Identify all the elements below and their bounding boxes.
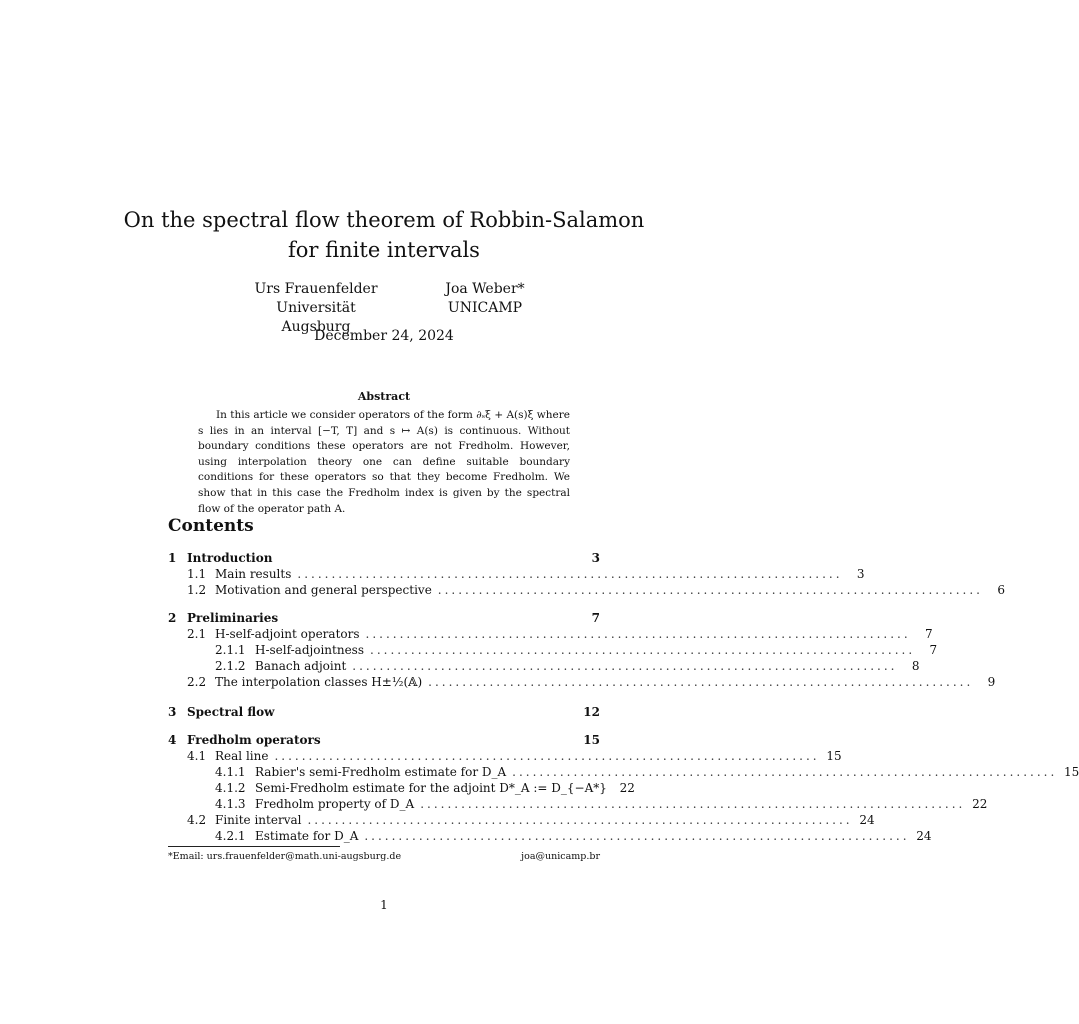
toc-leader-dots: ................................................................................: [365, 627, 911, 641]
toc-page: 3: [591, 551, 600, 565]
toc-number: 4.1: [187, 749, 207, 763]
abstract-text: In this article we consider operators of the form ∂ₛξ + A(s)ξ where s lies in an interval [−T, T] and s ↦ A(s) is continuous. Without boundary conditions these operators are not Fredholm. However, using interpolation theory one can define suitable boundary conditions for these operators so that they become Fredholm. We show that in this case the Fredholm index is given by the spectral flow of the operator path A.: [198, 409, 570, 515]
toc-label: The interpolation classes H±½(𝔸): [215, 675, 423, 689]
toc-leader-dots: ................................................................................: [307, 813, 853, 827]
toc-page: 12: [583, 705, 600, 719]
author-affiliation: Universität Augsburg: [276, 300, 356, 335]
toc-entry[interactable]: [168, 610, 600, 626]
toc-label: Finite interval: [215, 813, 302, 827]
toc-label: Motivation and general perspective: [215, 583, 432, 597]
toc-leader-dots: ................................................................................: [420, 797, 966, 811]
toc-label: Estimate for D_A: [255, 829, 359, 843]
paper-title-line2: for finite intervals: [288, 238, 480, 262]
toc-entry[interactable]: [168, 780, 635, 796]
toc-entry[interactable]: [168, 828, 932, 844]
toc-leader-dots: ................................................................................: [364, 829, 910, 843]
toc-label: Preliminaries: [187, 611, 279, 625]
toc-entry[interactable]: [168, 674, 996, 690]
toc-page: 15: [583, 733, 600, 747]
toc-label: Rabier's semi-Fredholm estimate for D_A: [255, 765, 507, 779]
toc-entry[interactable]: [168, 626, 933, 642]
toc-entry[interactable]: [168, 658, 920, 674]
toc-page: 15: [1064, 765, 1079, 779]
toc-entry[interactable]: [168, 550, 600, 566]
toc-leader-dots: ................................................................................: [370, 643, 916, 657]
toc-number: 4.2.1: [215, 829, 246, 843]
toc-number: 1: [168, 551, 177, 565]
toc-number: 4.2: [187, 813, 207, 827]
toc-number: 1.1: [187, 567, 207, 581]
toc-entry[interactable]: [168, 582, 1005, 598]
paper-title-line1: On the spectral flow theorem of Robbin-Salamon: [123, 208, 645, 232]
toc-number: 2.1.1: [215, 643, 246, 657]
toc-label: Introduction: [187, 551, 273, 565]
toc-page: 6: [997, 583, 1005, 597]
toc-label: H-self-adjointness: [255, 643, 365, 657]
toc-number: 2: [168, 611, 177, 625]
toc-entry[interactable]: [168, 812, 875, 828]
author-name: Joa Weber*: [445, 281, 525, 297]
toc-number: 4.1.3: [215, 797, 246, 811]
toc-leader-dots: ................................................................................: [274, 749, 820, 763]
footnote: [168, 851, 600, 862]
toc-number: 3: [168, 705, 177, 719]
toc-page: 24: [916, 829, 932, 843]
abstract-heading: Abstract: [357, 390, 411, 403]
toc-label: Fredholm property of D_A: [255, 797, 415, 811]
toc-page: 3: [856, 567, 865, 581]
toc-label: Spectral flow: [187, 705, 275, 719]
contents-heading: Contents: [168, 516, 254, 536]
toc-leader-dots: ................................................................................: [512, 765, 1058, 779]
toc-page: 7: [591, 611, 600, 625]
toc-page: 7: [925, 627, 933, 641]
toc-number: 4.1.2: [215, 781, 246, 795]
toc-label: H-self-adjoint operators: [215, 627, 360, 641]
abstract-body: [198, 408, 570, 517]
toc-entry[interactable]: [168, 748, 842, 764]
toc-label: Fredholm operators: [187, 733, 321, 747]
author-affiliation: UNICAMP: [447, 300, 523, 316]
toc-page: 24: [859, 813, 875, 827]
page-number: 1: [380, 898, 388, 912]
author-block-2: [440, 280, 530, 318]
toc-leader-dots: ................................................................................: [352, 659, 898, 673]
toc-page: 22: [619, 781, 635, 795]
toc-entry[interactable]: [168, 704, 600, 720]
toc-number: 2.2: [187, 675, 207, 689]
toc-label: Banach adjoint: [255, 659, 347, 673]
toc-page: 22: [972, 797, 988, 811]
toc-label: Semi-Fredholm estimate for the adjoint D*_A := D_{−A*}: [255, 781, 607, 795]
toc-entry[interactable]: [168, 642, 938, 658]
toc-page: 8: [911, 659, 920, 673]
toc-page: 9: [987, 675, 996, 689]
toc-leader-dots: ................................................................................: [437, 583, 983, 597]
paper-date: December 24, 2024: [314, 328, 454, 344]
toc-number: 2.1.2: [215, 659, 246, 673]
toc-label: Real line: [215, 749, 269, 763]
footnote-rule: [168, 846, 340, 847]
toc-number: 1.2: [187, 583, 207, 597]
footnote-email-1[interactable]: *Email: urs.frauenfelder@math.uni-augsburg.de: [168, 851, 402, 862]
toc-leader-dots: ................................................................................: [297, 567, 843, 581]
author-name: Urs Frauenfelder: [254, 281, 378, 297]
toc-number: 2.1: [187, 627, 207, 641]
toc-entry[interactable]: [168, 796, 988, 812]
toc-entry[interactable]: [168, 566, 865, 582]
footnote-email-2[interactable]: joa@unicamp.br: [521, 851, 600, 862]
toc-leader-dots: ................................................................................: [428, 675, 974, 689]
toc-entry[interactable]: [168, 732, 600, 748]
toc-page: 7: [929, 643, 938, 657]
toc-page: 15: [826, 749, 842, 763]
toc-number: 4: [168, 733, 177, 747]
toc-label: Main results: [215, 567, 292, 581]
toc-number: 4.1.1: [215, 765, 246, 779]
toc-entry[interactable]: [168, 764, 1079, 780]
